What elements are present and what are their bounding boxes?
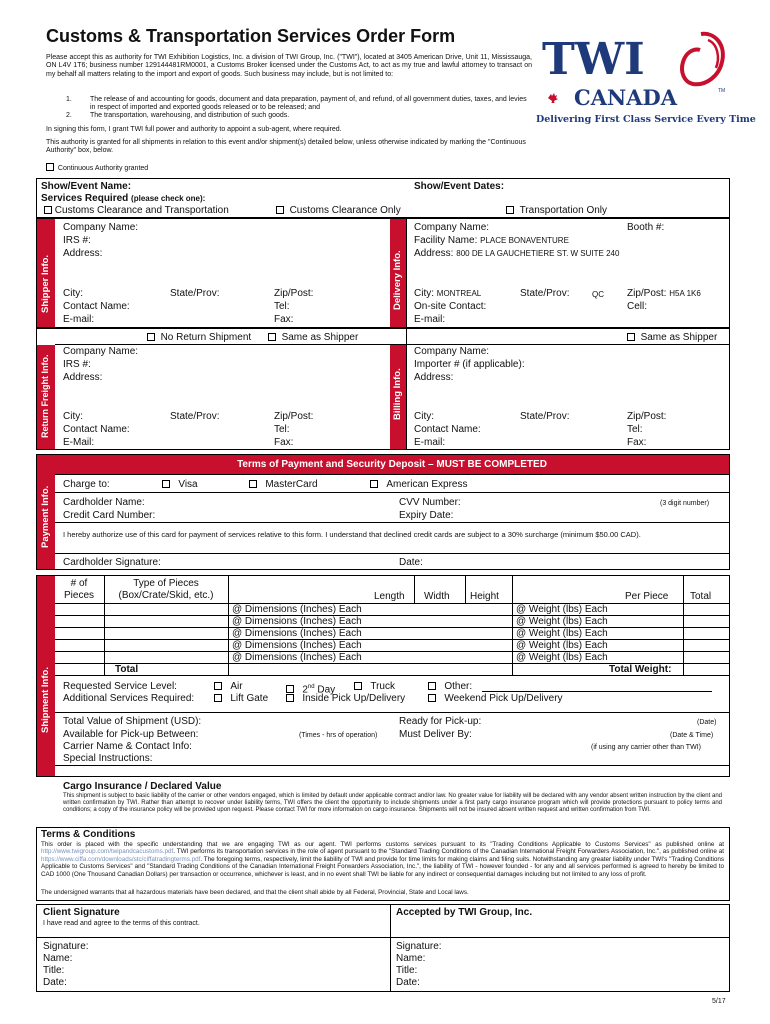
service-air[interactable]: Air	[214, 681, 243, 693]
client-signature-title: Client Signature	[43, 907, 120, 918]
list-number-2: 2.	[66, 112, 72, 119]
delivery-zip: Zip/Post: H5A 1K6	[627, 288, 701, 299]
billing-email-label: E-mail:	[414, 437, 446, 448]
sign-note: In signing this form, I grant TWI full power and authority to appoint a sub-agent, where required.	[46, 126, 342, 133]
checkbox[interactable]	[506, 206, 514, 214]
total-value-label: Total Value of Shipment (USD):	[63, 716, 202, 727]
delivery-email-label: E-mail:	[414, 314, 446, 325]
charge-to-label: Charge to:	[63, 479, 110, 490]
billing-company-label: Company Name:	[414, 346, 490, 357]
col-pieces-header: # of Pieces	[63, 578, 94, 601]
checkbox[interactable]	[428, 694, 436, 702]
col-height-header: Height	[470, 591, 499, 602]
return-billing-section	[36, 328, 730, 450]
delivery-facility: Facility Name: PLACE BONAVENTURE	[414, 235, 569, 246]
authority-note: This authority is granted for all shipments in relation to this event and/or shipment(s) detailed below, unless otherwise indicated by marking the "Continuous Authority" box, below.	[46, 139, 526, 154]
services-required-label: Services Required (please check one):	[41, 193, 206, 204]
shipper-contact-label: Contact Name:	[63, 301, 130, 312]
delivery-address-value: 800 DE LA GAUCHETIERE ST. W SUITE 240	[456, 249, 620, 258]
return-same-as-shipper[interactable]: Same as Shipper	[268, 332, 358, 344]
service-2nd-day[interactable]: 2nd Day	[286, 681, 335, 696]
show-event-name-label: Show/Event Name:	[41, 181, 132, 192]
billing-contact-label: Contact Name:	[414, 424, 481, 435]
checkbox[interactable]	[147, 333, 155, 341]
return-irs-label: IRS #:	[63, 359, 91, 370]
shipper-fax-label: Fax:	[274, 314, 294, 325]
cargo-title: Cargo Insurance / Declared Value	[63, 781, 222, 792]
client-agree-text: I have read and agree to the terms of this contract.	[43, 920, 200, 927]
billing-zip-label: Zip/Post:	[627, 411, 667, 422]
accepted-date-label: Date:	[396, 977, 420, 988]
checkbox[interactable]	[428, 682, 436, 690]
delivery-facility-value: PLACE BONAVENTURE	[480, 236, 569, 245]
checkbox[interactable]	[162, 480, 170, 488]
client-title-label: Title:	[43, 965, 65, 976]
dimension-row: @ Dimensions (Inches) Each	[232, 604, 362, 615]
dimension-row: @ Dimensions (Inches) Each	[232, 640, 362, 651]
available-pickup-label: Available for Pick-up Between:	[63, 729, 199, 740]
return-freight-side-label: Return Freight Info.	[40, 354, 50, 438]
shipper-zip-label: Zip/Post:	[274, 288, 314, 299]
delivery-side-label: Delivery Info.	[392, 250, 403, 310]
shipper-company-label: Company Name:	[63, 222, 139, 233]
checkbox[interactable]	[214, 682, 222, 690]
delivery-cell-label: Cell:	[627, 301, 648, 312]
terms-title: Terms & Conditions	[41, 829, 136, 840]
accepted-title: Accepted by TWI Group, Inc.	[396, 907, 533, 918]
shipper-address-label: Address:	[63, 248, 103, 259]
hazmat-warranty: The undersigned warrants that all hazardous materials have been declared, and that the client shall abide by all Federal, Provincial, State and Local laws.	[41, 889, 469, 896]
shipper-city-label: City:	[63, 288, 83, 299]
return-email-label: E-Mail:	[63, 437, 95, 448]
weight-row: @ Weight (lbs) Each	[516, 604, 608, 615]
delivery-city: City: MONTREAL	[414, 288, 482, 299]
accepted-name-label: Name:	[396, 953, 426, 964]
weight-row: @ Weight (lbs) Each	[516, 616, 608, 627]
list-item-2: The transportation, warehousing, and distribution of such goods.	[90, 112, 290, 119]
cardholder-signature-label: Cardholder Signature:	[63, 557, 161, 568]
col-length-header: Length	[374, 591, 405, 602]
return-zip-label: Zip/Post:	[274, 411, 314, 422]
pay-amex[interactable]: American Express	[370, 479, 467, 491]
billing-side-label: Billing Info.	[392, 368, 403, 420]
shipper-state-label: State/Prov:	[170, 288, 220, 299]
service-liftgate[interactable]: Lift Gate	[214, 693, 268, 705]
billing-same-as-shipper[interactable]: Same as Shipper	[627, 332, 717, 344]
intro-text: Please accept this as authority for TWI Exhibition Logistics, Inc. a division of TWI Group, Inc. ("TWI"), located at 3405 American Drive, Unit 11, Mississauga, ON L4V 1T6; business number 129144481RM0001, a Customs Broker licensed under the Customs Act, to act as my true and lawful attorney to transact on my behalf all matters relating to the import and export of goods. Such business may include, but is not limited to:	[46, 54, 532, 78]
client-date-label: Date:	[43, 977, 67, 988]
shipper-irs-label: IRS #:	[63, 235, 91, 246]
terms-text: This order is placed with the specific understanding that we are engaging TWI as our agent. TWI performs customs services pursuant to its "Trading Conditions Applicable to Customs Services" as published online at http://www.twigroup.com/twipandcacustoms.pdf. TWI performs its transportation services in the role of agent pursuant to the "Standard Trading Conditions of the Canadian International Freight Forwarders Association, Inc.", as published online at https://www.ciffa.com/downloads/stc/ciffatradingterms.pdf. The foregoing terms, respectively, limit the liability of TWI and provide for time limits for making claims and filing suits. Notwithstanding any greater liability under TWI's "Trading Conditions Applicable to Customs Services" and "Standard Trading Conditions of the Canadian International Freight Forwarders Association, Inc.", the liability of TWI - however founded - for any and all services performed is agreed to hereby be limited to CAD 1000 (One Thousand Canadian Dollars) per transaction or occurrence, whichever is least, and in no event shall TWI be liable for any indirect or consequential damages including but not limited to any loss of profit.	[41, 841, 724, 878]
list-number-1: 1.	[66, 96, 72, 103]
checkbox[interactable]	[268, 333, 276, 341]
delivery-company-label: Company Name:	[414, 222, 490, 233]
cardholder-name-label: Cardholder Name:	[63, 497, 145, 508]
payment-side-label: Payment Info.	[40, 485, 51, 548]
service-level-label: Requested Service Level:	[63, 681, 177, 692]
shipment-side-label: Shipment Info.	[40, 667, 51, 733]
delivery-state-value: QC	[592, 290, 604, 299]
delivery-state-label: State/Prov:	[520, 288, 570, 299]
client-name-label: Name:	[43, 953, 73, 964]
option-transport-only[interactable]: Transportation Only	[506, 205, 607, 217]
dimension-row: @ Dimensions (Inches) Each	[232, 652, 362, 663]
service-inside-pickup[interactable]: Inside Pick Up/Delivery	[286, 693, 405, 705]
list-item-1: The release of and accounting for goods, document and data preparation, payment of, and refund, of all government duties, taxes, and levies in respect of imported and exported goods released or to be released; and	[90, 96, 527, 111]
signature-section	[36, 904, 730, 992]
payment-header: Terms of Payment and Security Deposit – MUST BE COMPLETED	[237, 459, 547, 470]
delivery-booth-label: Booth #:	[627, 222, 665, 233]
option-customs-only[interactable]: Customs Clearance Only	[276, 205, 401, 217]
shipper-delivery-section	[36, 218, 730, 328]
checkbox[interactable]	[354, 682, 362, 690]
shipper-tel-label: Tel:	[274, 301, 290, 312]
pay-mastercard[interactable]: MasterCard	[249, 479, 318, 491]
carrier-label: Carrier Name & Contact Info:	[63, 741, 192, 752]
cvv-label: CVV Number:	[399, 497, 461, 508]
delivery-address: Address: 800 DE LA GAUCHETIERE ST. W SUITE 240	[414, 248, 620, 259]
page-title: Customs & Transportation Services Order Form	[46, 26, 456, 46]
carrier-note: (if using any carrier other than TWI)	[591, 744, 701, 751]
checkbox[interactable]	[286, 694, 294, 702]
weight-row: @ Weight (lbs) Each	[516, 652, 608, 663]
logo-tagline: Delivering First Class Service Every Time	[536, 114, 756, 125]
billing-address-label: Address:	[414, 372, 454, 383]
delivery-city-value: MONTREAL	[436, 289, 482, 298]
shipper-email-label: E-mail:	[63, 314, 95, 325]
return-address-label: Address:	[63, 372, 103, 383]
pieces-total-label: Total	[115, 664, 139, 675]
maple-leaf-icon	[548, 93, 558, 103]
card-authorize-text: I hereby authorize use of this card for payment of services relative to this form. I understand that declined credit cards are subject to a 30% surcharge (minimum $50.00 CAD).	[63, 530, 641, 539]
return-tel-label: Tel:	[274, 424, 290, 435]
no-return-shipment[interactable]: No Return Shipment	[147, 332, 251, 344]
return-fax-label: Fax:	[274, 437, 294, 448]
dimension-row: @ Dimensions (Inches) Each	[232, 616, 362, 627]
service-other[interactable]: Other:	[428, 681, 472, 693]
delivery-onsite-label: On-site Contact:	[414, 301, 487, 312]
form-version: 5/17	[712, 998, 726, 1005]
show-event-dates-label: Show/Event Dates:	[414, 181, 505, 192]
card-number-label: Credit Card Number:	[63, 510, 156, 521]
col-width-header: Width	[424, 591, 450, 602]
special-instructions-label: Special Instructions:	[63, 753, 153, 764]
cargo-text: This shipment is subject to basic liability of the carrier or other vendors engaged, which is limited by default under applicable contract and/or law. No greater value for liability will be declared with any vendor absent written instruction by the client and written confirmation by TWI. Rather than attempt to recover under liability terms, TWI offers the client the opportunity to include shipments under a first party cargo insurance program which will provide protections pursuant to policy terms and conditions; a copy of the insurance policy will be provided upon request. Please contact TWI for more information on cargo insurance. Shipments will not be insured absent written request and written confirmation from TWI.	[63, 793, 722, 813]
return-company-label: Company Name:	[63, 346, 139, 357]
weight-row: @ Weight (lbs) Each	[516, 640, 608, 651]
continuous-authority-checkbox[interactable]	[46, 163, 54, 171]
checkbox[interactable]	[44, 206, 52, 214]
billing-tel-label: Tel:	[627, 424, 643, 435]
return-contact-label: Contact Name:	[63, 424, 130, 435]
col-per-piece-header: Per Piece	[625, 591, 669, 602]
date-time-note: (Date & Time)	[670, 732, 714, 739]
pay-visa[interactable]: Visa	[162, 479, 198, 491]
service-truck[interactable]: Truck	[354, 681, 395, 693]
checkbox[interactable]	[276, 206, 284, 214]
checkbox[interactable]	[370, 480, 378, 488]
accepted-signature-label: Signature:	[396, 941, 442, 952]
billing-city-label: City:	[414, 411, 434, 422]
weight-row: @ Weight (lbs) Each	[516, 628, 608, 639]
billing-state-label: State/Prov:	[520, 411, 570, 422]
must-deliver-label: Must Deliver By:	[399, 729, 472, 740]
client-signature-label: Signature:	[43, 941, 89, 952]
checkbox[interactable]	[214, 694, 222, 702]
checkbox[interactable]	[249, 480, 257, 488]
date-note: (Date)	[697, 719, 717, 726]
expiry-label: Expiry Date:	[399, 510, 454, 521]
service-weekend[interactable]: Weekend Pick Up/Delivery	[428, 693, 563, 705]
payment-date-label: Date:	[399, 557, 423, 568]
billing-fax-label: Fax:	[627, 437, 647, 448]
col-total-header: Total	[690, 591, 712, 602]
shipper-side-label: Shipper Info.	[40, 254, 51, 313]
return-city-label: City:	[63, 411, 83, 422]
logo-twi: TWI	[542, 34, 645, 85]
total-weight-label: Total Weight:	[609, 664, 672, 675]
option-customs-and-transport[interactable]: Customs Clearance and Transportation	[44, 205, 229, 217]
logo-trademark: TM	[718, 88, 726, 94]
delivery-zip-value: H5A 1K6	[669, 289, 701, 298]
checkbox[interactable]	[627, 333, 635, 341]
billing-importer-label: Importer # (if applicable):	[414, 359, 525, 370]
accepted-title-label: Title:	[396, 965, 418, 976]
ready-pickup-label: Ready for Pick-up:	[399, 716, 482, 727]
twi-canada-logo	[536, 26, 756, 126]
continuous-authority[interactable]: Continuous Authority granted	[46, 163, 148, 173]
cvv-note: (3 digit number)	[660, 500, 710, 507]
times-note: (Times - hrs of operation)	[299, 732, 378, 739]
ciffa-terms-link[interactable]: https://www.ciffa.com/downloads/stc/ciffatradingterms.pdf	[41, 855, 201, 863]
logo-canada: CANADA	[574, 85, 678, 110]
dimension-row: @ Dimensions (Inches) Each	[232, 628, 362, 639]
additional-services-label: Additional Services Required:	[63, 693, 195, 704]
col-type-header: Type of Pieces (Box/Crate/Skid, etc.)	[118, 578, 214, 601]
return-state-label: State/Prov:	[170, 411, 220, 422]
customs-terms-link[interactable]: http://www.twigroup.com/twipandcacustoms.pdf	[41, 848, 174, 856]
